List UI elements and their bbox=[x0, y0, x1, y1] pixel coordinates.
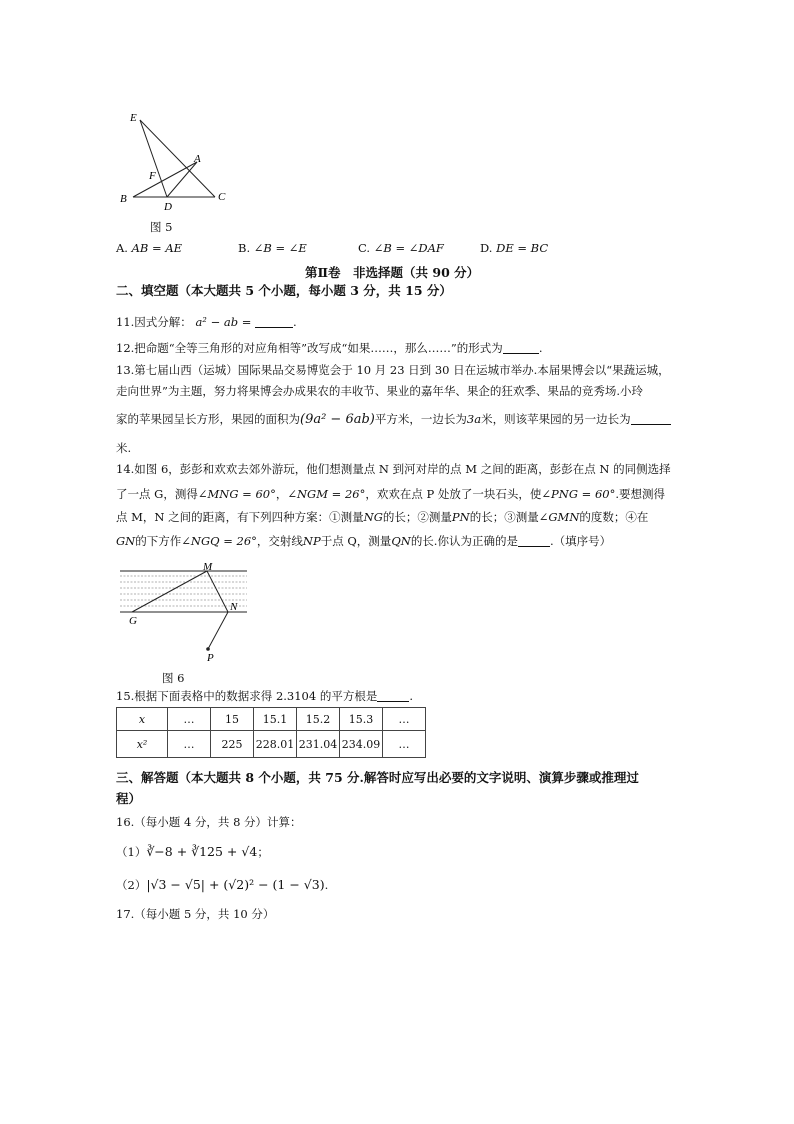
q13-text: 平方米，一边长为 bbox=[374, 412, 467, 426]
label-C: C bbox=[218, 191, 226, 203]
q14-expr: ∠PNG = 60° bbox=[541, 487, 616, 501]
label-A: A bbox=[194, 153, 201, 165]
section3-title-line2: 程） bbox=[116, 791, 142, 806]
table-cell: 15.1 bbox=[254, 708, 297, 731]
q16-header: 16.（每小题 4 分，共 8 分）计算： bbox=[116, 815, 302, 829]
table-cell: 15.2 bbox=[297, 708, 340, 731]
label-N: N bbox=[230, 601, 238, 613]
q11-text: 11.因式分解： bbox=[116, 315, 192, 329]
table-cell: x bbox=[117, 708, 168, 731]
table-cell: 231.04 bbox=[297, 731, 340, 758]
label-P: P bbox=[207, 652, 214, 664]
q15-text: 15.根据下面表格中的数据求得 2.3104 的平方根是 bbox=[116, 689, 378, 703]
label-G: G bbox=[129, 615, 137, 627]
table-cell: x² bbox=[117, 731, 168, 758]
q14-expr: NP bbox=[302, 534, 321, 548]
q14-expr: ∠GMN bbox=[538, 510, 580, 524]
option-letter: D. bbox=[480, 241, 497, 255]
q14-line2 bbox=[116, 487, 665, 501]
q13-line4: 米. bbox=[116, 441, 132, 455]
figure-5 bbox=[110, 108, 250, 218]
q14-text: 的度数；④在 bbox=[579, 510, 649, 524]
q13-line1: 13.第七届山西（运城）国际果品交易博览会于 10 月 23 日到 30 日在运城市举办.本届果博会以“果蔬运城， bbox=[116, 363, 670, 377]
table-cell: 15 bbox=[211, 708, 254, 731]
q17-header: 17.（每小题 5 分，共 10 分） bbox=[116, 907, 275, 921]
table-cell: 15.3 bbox=[340, 708, 383, 731]
q14-line4 bbox=[116, 534, 611, 548]
table-cell: 228.01 bbox=[254, 731, 297, 758]
q14-text: ， bbox=[275, 487, 288, 501]
q14-text: 的下方作 bbox=[135, 534, 182, 548]
option-c bbox=[358, 241, 444, 255]
q16-sub1-expr: ∛−8 + ∛125 + √4 bbox=[146, 844, 258, 859]
q14-text: ，欢欢在点 P 处放了一块石头，使 bbox=[365, 487, 542, 501]
option-expr: AB = AE bbox=[131, 241, 183, 255]
q14-expr: PN bbox=[451, 510, 470, 524]
q16-sub1-end: ； bbox=[257, 845, 269, 859]
label-M: M bbox=[203, 561, 213, 573]
answer-blank[interactable] bbox=[518, 534, 550, 547]
q14-text: 于点 Q，测量 bbox=[320, 534, 392, 548]
option-letter: B. bbox=[238, 241, 254, 255]
q14-text: 点 M，N 之间的距离，有下列四种方案：①测量 bbox=[116, 510, 364, 524]
table-cell: … bbox=[168, 708, 211, 731]
table-cell: … bbox=[168, 731, 211, 758]
q14-text: 了一点 G，测得 bbox=[116, 487, 198, 501]
answer-blank[interactable] bbox=[377, 689, 409, 702]
answer-blank[interactable] bbox=[631, 412, 671, 425]
option-expr: DE = BC bbox=[496, 241, 549, 255]
q14-text: .（填序号） bbox=[549, 534, 612, 548]
section2-title: 二、填空题（本大题共 5 个小题，每小题 3 分，共 15 分） bbox=[116, 283, 452, 298]
q14-expr: QN bbox=[391, 534, 411, 548]
q16-sub2-expr: |√3 − √5| + (√2)² − (1 − √3) bbox=[146, 877, 325, 892]
table-cell: 225 bbox=[211, 731, 254, 758]
q14-text: ，交射线 bbox=[256, 534, 303, 548]
table-cell: … bbox=[383, 708, 426, 731]
answer-blank[interactable] bbox=[255, 315, 293, 328]
q14-expr: ∠NGM = 26° bbox=[287, 487, 366, 501]
option-b bbox=[238, 241, 307, 255]
q12-end: . bbox=[538, 341, 543, 355]
q14-text: 的长；②测量 bbox=[382, 510, 452, 524]
table-cell: … bbox=[383, 731, 426, 758]
q16-sub2-end: . bbox=[324, 878, 329, 892]
figure-5-caption: 图 5 bbox=[150, 220, 173, 234]
q14-line1: 14.如图 6，彭彭和欢欢去郊外游玩，他们想测量点 N 到河对岸的点 M 之间的距离，彭彭在点 N 的同侧选择 bbox=[116, 462, 671, 476]
part2-title: 第Ⅱ卷 非选择题（共 90 分） bbox=[305, 265, 480, 280]
q14-text: .要想测得 bbox=[615, 487, 666, 501]
q14-expr: NG bbox=[363, 510, 383, 524]
q13-line3 bbox=[116, 412, 671, 427]
q14-expr: ∠NGQ = 26° bbox=[181, 534, 257, 548]
option-expr: ∠B = ∠E bbox=[253, 241, 307, 255]
label-B: B bbox=[120, 193, 127, 205]
table-row bbox=[117, 708, 426, 731]
table-cell: 234.09 bbox=[340, 731, 383, 758]
q13-text: 家的苹果园呈长方形，果园的面积为 bbox=[116, 412, 300, 426]
figure-6-caption: 图 6 bbox=[162, 671, 185, 685]
q16-sub1-label: （1） bbox=[116, 845, 147, 859]
data-table bbox=[116, 707, 426, 758]
answer-blank[interactable] bbox=[503, 341, 539, 354]
option-a bbox=[116, 241, 182, 255]
option-expr: ∠B = ∠DAF bbox=[373, 241, 444, 255]
q13-text: 米，则该苹果园的另一边长为 bbox=[481, 412, 631, 426]
label-E: E bbox=[130, 112, 137, 124]
table-row bbox=[117, 731, 426, 758]
figure-6 bbox=[112, 560, 262, 670]
q14-expr: GN bbox=[116, 534, 136, 548]
question-15 bbox=[116, 689, 413, 703]
label-D: D bbox=[164, 201, 172, 213]
q14-text: 的长.你认为正确的是 bbox=[410, 534, 518, 548]
option-letter: C. bbox=[358, 241, 374, 255]
q16-sub1 bbox=[116, 845, 269, 859]
q11-end: . bbox=[293, 315, 297, 329]
section3-title-line1: 三、解答题（本大题共 8 个小题，共 75 分.解答时应写出必要的文字说明、演算步骤或推理过 bbox=[116, 770, 639, 785]
option-letter: A. bbox=[116, 241, 132, 255]
q15-end: . bbox=[409, 689, 413, 703]
question-12 bbox=[116, 341, 542, 355]
q16-sub2 bbox=[116, 878, 328, 892]
label-F: F bbox=[149, 170, 156, 182]
q13-side-expr: 3a bbox=[466, 412, 482, 426]
q14-text: 的长；③测量 bbox=[469, 510, 539, 524]
q13-area-expr: (9a² − 6ab) bbox=[300, 412, 375, 427]
option-d bbox=[480, 241, 548, 255]
q14-expr: ∠MNG = 60° bbox=[197, 487, 276, 501]
q12-text: 12.把命题“全等三角形的对应角相等”改写成“如果……，那么……”的形式为 bbox=[116, 341, 503, 355]
q11-expr: a² − ab = bbox=[195, 315, 252, 329]
q14-line3 bbox=[116, 510, 648, 524]
question-11 bbox=[116, 315, 297, 329]
q13-line2: 走向世界”为主题，努力将果博会办成果农的丰收节、果业的嘉年华、果企的狂欢季、果品的竞秀场.小玲 bbox=[116, 384, 644, 398]
q16-sub2-label: （2） bbox=[116, 878, 147, 892]
